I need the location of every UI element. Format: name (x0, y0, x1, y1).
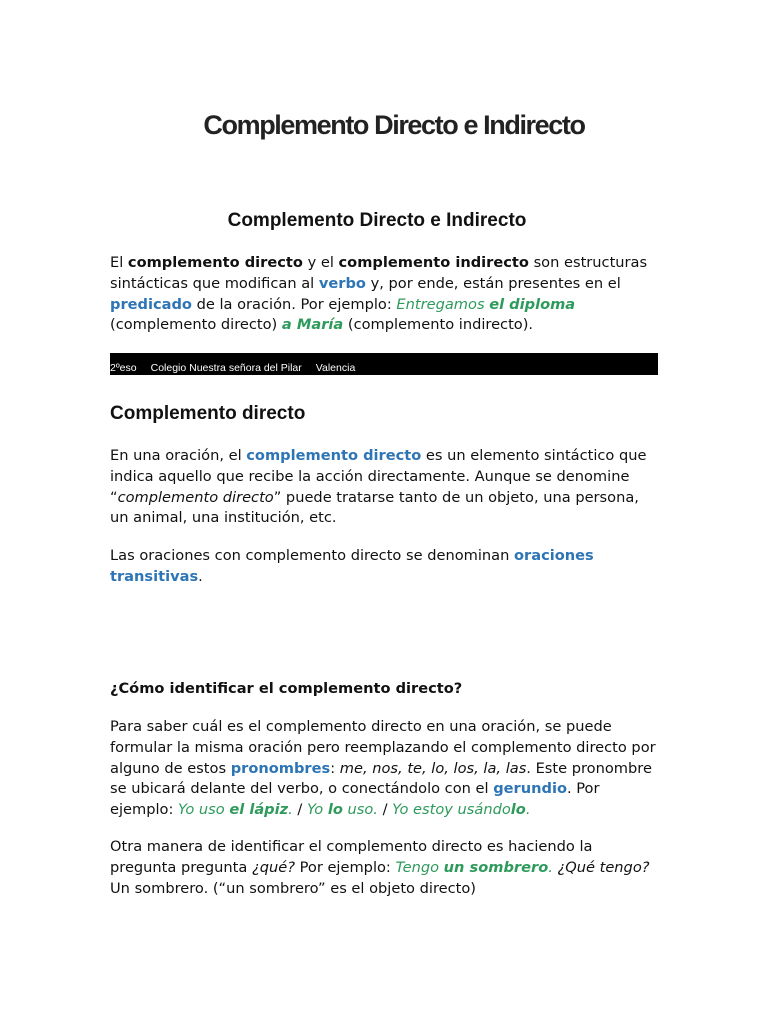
question-que-tengo: ¿Qué tengo? (557, 858, 650, 876)
example-text: Entregamos (396, 295, 490, 313)
link-gerundio[interactable]: gerundio (493, 780, 567, 798)
term-complemento-indirecto: complemento indirecto (338, 254, 529, 271)
subsection-heading: Complemento directo (110, 403, 306, 424)
transitive-paragraph (110, 546, 658, 588)
example-cd: un sombrero (443, 858, 549, 876)
text: Para saber cuál es el complemento directo en una oración, se puede formular la misma oración pero reemplazando el complemento directo por alguno de estos (110, 718, 656, 777)
example-pronoun: lo (510, 801, 526, 819)
definition-paragraph (110, 446, 658, 529)
example-text: . (525, 801, 531, 819)
example-pronoun: lo (327, 801, 343, 819)
question-heading: ¿Cómo identificar el complemento directo? (110, 680, 463, 697)
text: Por ejemplo: (294, 858, 396, 876)
italic-term: complemento directo (117, 488, 274, 506)
link-oraciones-transitivas[interactable]: oraciones transitivas (110, 547, 594, 585)
city-label: Valencia (315, 362, 356, 374)
link-complemento-directo[interactable]: complemento directo (246, 447, 422, 464)
text: En una oración, el (110, 447, 247, 464)
text: (complemento directo) (110, 316, 282, 334)
text: (complemento indirecto). (343, 316, 534, 334)
link-predicado[interactable]: predicado (110, 295, 192, 313)
example-text: uso. (342, 801, 378, 819)
text: ” puede tratarse tanto de un objeto, una persona, un animal, una institución, etc. (110, 488, 639, 527)
text: : (330, 759, 340, 777)
school-label: Colegio Nuestra señora del Pilar (150, 362, 302, 374)
intro-paragraph (110, 253, 658, 336)
text: . Por ejemplo: (110, 780, 600, 819)
separator: / (377, 801, 393, 819)
text: de la oración. Por ejemplo: (191, 295, 397, 313)
pronoun-list: me, nos, te, lo, los, la, las (339, 759, 527, 777)
example-cd: el diploma (489, 295, 576, 313)
text: Otra manera de identificar el complemento directo es haciendo la pregunta pregunta (110, 838, 593, 876)
text: Las oraciones con complemento directo se denominan (110, 547, 514, 564)
identify-paragraph (110, 717, 658, 821)
text: Un sombrero. (“un sombrero” es el objeto directo) (110, 879, 476, 897)
text: El (110, 254, 128, 271)
example-ci: a María (281, 316, 344, 334)
example-text: Yo uso (178, 801, 230, 819)
example-text: Tengo (395, 858, 444, 876)
example-text: . (288, 801, 293, 819)
grade-label: 2ºeso (110, 362, 137, 374)
link-verbo[interactable]: verbo (318, 274, 366, 292)
separator: / (292, 801, 307, 819)
text: son estructuras sintácticas que modifican al (110, 254, 648, 292)
section-heading: Complemento Directo e Indirecto (227, 210, 527, 231)
example-text: Yo estoy usándo (392, 801, 511, 819)
text: . (198, 567, 203, 585)
info-bar (110, 353, 658, 375)
text: y el (302, 254, 339, 271)
text: es un elemento sintáctico que indica aquello que recibe la acción directamente. Aunque se denomine “ (110, 447, 647, 506)
document-title: Complemento Directo e Indirecto (203, 110, 585, 140)
question-que: ¿qué? (251, 858, 295, 876)
text: y, por ende, están presentes en el (365, 274, 621, 292)
link-pronombres[interactable]: pronombres (230, 759, 331, 777)
term-complemento-directo: complemento directo (127, 254, 303, 271)
example-text: . (548, 858, 553, 876)
question-paragraph (110, 837, 658, 899)
example-text: Yo (306, 801, 328, 819)
example-cd: el lápiz (229, 801, 289, 819)
text: . Este pronombre se ubicará delante del verbo, o conectándolo con el (110, 759, 652, 798)
